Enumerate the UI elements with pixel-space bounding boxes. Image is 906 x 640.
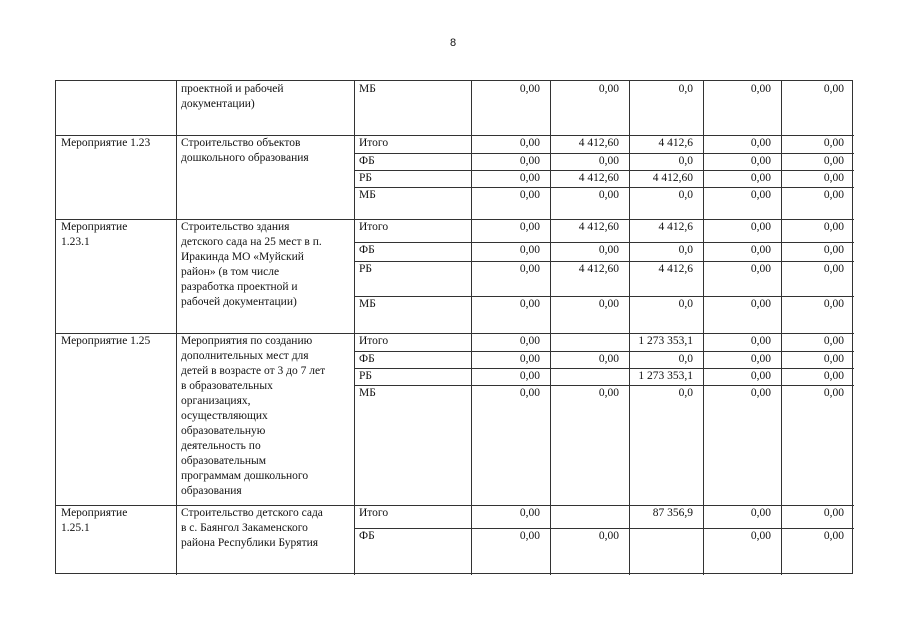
amount-cell: 0,00 — [598, 244, 619, 256]
amount-cell: 0,00 — [750, 137, 771, 149]
amount-cell: 4 412,60 — [652, 172, 693, 184]
amount-cell: 0,00 — [823, 137, 844, 149]
column-divider — [354, 81, 355, 575]
amount-cell: 0,00 — [750, 387, 771, 399]
amount-cell: 0,00 — [519, 189, 540, 201]
amount-cell: 0,00 — [750, 370, 771, 382]
event-description: проектной и рабочей документации) — [181, 83, 284, 110]
amount-cell: 0,00 — [519, 353, 540, 365]
amount-cell: 0,00 — [519, 155, 540, 167]
amount-cell: 0,00 — [750, 83, 771, 95]
funding-source: РБ — [359, 263, 372, 275]
amount-cell: 1 273 353,1 — [638, 335, 693, 347]
column-divider — [781, 81, 782, 575]
column-divider — [550, 81, 551, 575]
amount-cell: 0,00 — [750, 353, 771, 365]
amount-cell: 0,0 — [678, 189, 693, 201]
budget-table — [55, 80, 853, 574]
amount-cell: 0,00 — [750, 298, 771, 310]
amount-cell: 0,00 — [750, 335, 771, 347]
amount-cell: 0,00 — [598, 189, 619, 201]
amount-cell: 4 412,60 — [578, 263, 619, 275]
amount-cell: 4 412,60 — [578, 137, 619, 149]
amount-cell: 4 412,6 — [658, 263, 693, 275]
amount-cell: 0,0 — [678, 83, 693, 95]
amount-cell: 0,0 — [678, 244, 693, 256]
amount-cell: 0,00 — [750, 244, 771, 256]
amount-cell: 0,0 — [678, 155, 693, 167]
funding-source: МБ — [359, 298, 376, 310]
funding-source: РБ — [359, 370, 372, 382]
amount-cell: 0,00 — [519, 298, 540, 310]
amount-cell: 0,00 — [750, 155, 771, 167]
funding-source: ФБ — [359, 155, 375, 167]
amount-cell: 0,00 — [823, 172, 844, 184]
amount-cell: 0,00 — [519, 221, 540, 233]
amount-cell: 0,00 — [519, 83, 540, 95]
funding-source: РБ — [359, 172, 372, 184]
funding-source: ФБ — [359, 530, 375, 542]
event-label: Мероприятие 1.25.1 — [61, 507, 128, 534]
event-label: Мероприятие 1.23.1 — [61, 221, 128, 248]
event-label: Мероприятие 1.23 — [61, 137, 151, 149]
event-description: Строительство здания детского сада на 25 мест в п. Иракинда МО «Муйский район» (в том числе разработка проектной и рабочей документации) — [181, 221, 322, 308]
amount-cell: 0,00 — [598, 387, 619, 399]
funding-source: Итого — [359, 335, 389, 347]
amount-cell: 0,00 — [823, 387, 844, 399]
funding-source: ФБ — [359, 353, 375, 365]
amount-cell: 0,00 — [598, 83, 619, 95]
funding-source: Итого — [359, 137, 389, 149]
amount-cell: 0,00 — [823, 221, 844, 233]
amount-cell: 0,00 — [519, 137, 540, 149]
amount-cell: 0,00 — [823, 83, 844, 95]
amount-cell: 0,00 — [823, 298, 844, 310]
amount-cell: 0,00 — [823, 263, 844, 275]
amount-cell: 0,00 — [598, 353, 619, 365]
amount-cell: 0,00 — [750, 172, 771, 184]
amount-cell: 0,0 — [678, 353, 693, 365]
amount-cell: 0,00 — [519, 507, 540, 519]
amount-cell: 0,00 — [823, 530, 844, 542]
event-label: Мероприятие 1.25 — [61, 335, 151, 347]
column-divider — [703, 81, 704, 575]
amount-cell: 4 412,6 — [658, 221, 693, 233]
column-divider — [629, 81, 630, 575]
amount-cell: 4 412,6 — [658, 137, 693, 149]
amount-cell: 0,00 — [519, 370, 540, 382]
amount-cell: 0,00 — [598, 530, 619, 542]
amount-cell: 0,00 — [823, 370, 844, 382]
amount-cell: 0,00 — [823, 507, 844, 519]
amount-cell: 0,00 — [823, 353, 844, 365]
event-description: Мероприятия по созданию дополнительных мест для детей в возрасте от 3 до 7 лет в образовательных организациях, осуществляющих образовательную деятельность по образовательным программам дошкольного образования — [181, 335, 326, 497]
amount-cell: 0,00 — [598, 155, 619, 167]
funding-source: Итого — [359, 507, 389, 519]
page-number: 8 — [449, 37, 457, 49]
funding-source: МБ — [359, 387, 376, 399]
amount-cell: 4 412,60 — [578, 172, 619, 184]
amount-cell: 0,00 — [823, 244, 844, 256]
amount-cell: 0,0 — [678, 298, 693, 310]
amount-cell: 0,0 — [678, 387, 693, 399]
column-divider — [176, 81, 177, 575]
amount-cell: 0,00 — [519, 530, 540, 542]
amount-cell: 0,00 — [823, 155, 844, 167]
amount-cell: 0,00 — [750, 507, 771, 519]
amount-cell: 0,00 — [750, 530, 771, 542]
funding-source: МБ — [359, 189, 376, 201]
amount-cell: 1 273 353,1 — [638, 370, 693, 382]
amount-cell: 0,00 — [750, 221, 771, 233]
amount-cell: 0,00 — [519, 244, 540, 256]
event-description: Строительство объектов дошкольного образования — [181, 137, 309, 164]
amount-cell: 0,00 — [519, 387, 540, 399]
funding-source: МБ — [359, 83, 376, 95]
amount-cell: 0,00 — [519, 172, 540, 184]
event-description: Строительство детского сада в с. Баянгол Закаменского района Республики Бурятия — [181, 507, 323, 549]
column-divider — [471, 81, 472, 575]
amount-cell: 4 412,60 — [578, 221, 619, 233]
funding-source: ФБ — [359, 244, 375, 256]
amount-cell: 0,00 — [823, 189, 844, 201]
amount-cell: 0,00 — [519, 335, 540, 347]
amount-cell: 0,00 — [598, 298, 619, 310]
amount-cell: 0,00 — [519, 263, 540, 275]
amount-cell: 87 356,9 — [652, 507, 693, 519]
amount-cell: 0,00 — [750, 263, 771, 275]
amount-cell: 0,00 — [823, 335, 844, 347]
amount-cell: 0,00 — [750, 189, 771, 201]
funding-source: Итого — [359, 221, 389, 233]
